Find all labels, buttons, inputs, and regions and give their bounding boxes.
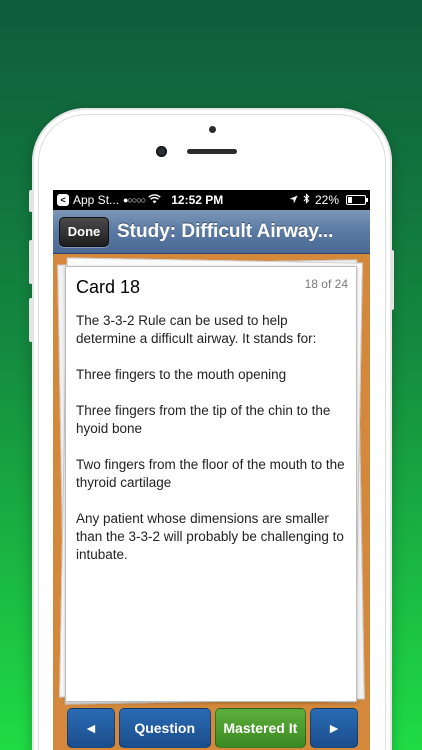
card-counter: 18 of 24: [304, 277, 348, 291]
location-arrow-icon: [289, 193, 298, 207]
navigation-bar: [53, 210, 370, 254]
previous-card-button[interactable]: ◄: [67, 708, 115, 748]
card-paragraph: Two fingers from the floor of the mouth to the thyroid cartilage: [76, 457, 345, 490]
card-body: [76, 312, 346, 564]
back-to-app-icon[interactable]: <: [57, 194, 69, 206]
wifi-icon: [148, 194, 161, 207]
question-button[interactable]: Question: [119, 708, 211, 748]
card-paragraph: Any patient whose dimensions are smaller than the 3-3-2 will probably be challenging to intubate.: [76, 511, 344, 562]
status-bar: [53, 190, 370, 210]
bluetooth-icon: [303, 193, 310, 207]
next-card-button[interactable]: ►: [310, 708, 358, 748]
mastered-it-button[interactable]: Mastered It: [215, 708, 307, 748]
battery-level: [348, 197, 352, 203]
page-title: Study: Difficult Airway...: [117, 220, 334, 242]
flashcard[interactable]: [65, 266, 357, 702]
battery-percent: 22%: [314, 193, 339, 207]
phone-side-button: [29, 190, 33, 212]
phone-power-button: [390, 250, 394, 310]
earpiece-speaker: [187, 149, 237, 154]
card-paragraph: Three fingers to the mouth opening: [76, 367, 287, 382]
card-paragraph: The 3-3-2 Rule can be used to help determine a difficult airway. It stands for:: [76, 313, 317, 346]
phone-volume-up-button: [29, 240, 33, 284]
proximity-sensor: [209, 126, 216, 133]
done-button[interactable]: Done: [59, 217, 109, 247]
front-camera: [156, 146, 167, 157]
status-time: 12:52 PM: [171, 193, 224, 207]
signal-strength-icon: ●○○○○: [123, 195, 146, 205]
battery-icon: [346, 195, 366, 205]
bottom-toolbar: [53, 706, 370, 750]
app-screen: [53, 190, 370, 750]
back-to-app-label[interactable]: App St...: [73, 193, 120, 207]
phone-volume-down-button: [29, 298, 33, 342]
card-title: Card 18: [76, 277, 141, 297]
card-paragraph: Three fingers from the tip of the chin to the hyoid bone: [76, 403, 331, 436]
status-right: [289, 193, 366, 207]
